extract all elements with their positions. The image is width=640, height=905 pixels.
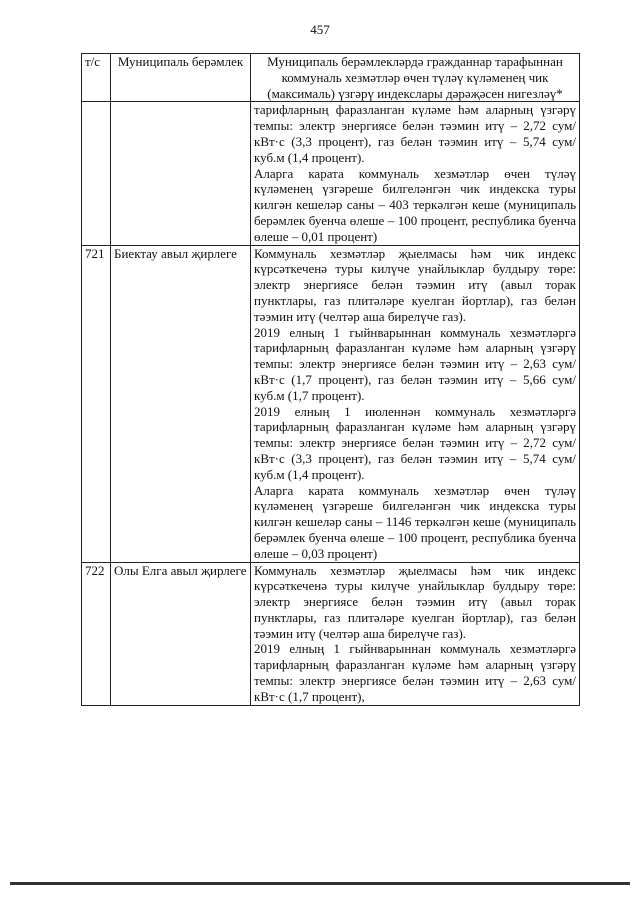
row-number-cell: 721 bbox=[82, 245, 111, 562]
table-row-continuation bbox=[82, 102, 580, 245]
row-municipality-cell: Биектау авыл җирлеге bbox=[111, 245, 251, 562]
paragraph: 2019 елның 1 июленнән коммуналь хезмәтләргә тарифларның фаразланган күләме һәм аларның үзгәрү темпы: электр энергиясе белән тәэмин итү – 2,72 сум/кВт·с (3,3 процент), газ белән тәэмин итү – 5,74 сум/куб.м (1,4 процент). bbox=[254, 403, 576, 482]
row-number-cell: 722 bbox=[82, 562, 111, 705]
header-description: Муниципаль берәмлекләрдә гражданнар тарафыннан коммуналь хезмәтләр өчен түләү күләменең чик (максималь) үзгәрү индекслары дәрәҗәсен нигезләү* bbox=[251, 54, 580, 102]
row-description-cell bbox=[251, 102, 580, 245]
row-municipality-cell: Олы Елга авыл җирлеге bbox=[111, 562, 251, 705]
row-municipality-cell bbox=[111, 102, 251, 245]
paragraph: тарифларның фаразланган күләме һәм аларның үзгәрү темпы: электр энергиясе белән тәэмин итү – 2,72 сум/кВт·с (3,3 процент), газ белән тәэмин итү – 5,74 сум/куб.м (1,4 процент). bbox=[254, 102, 576, 165]
paragraph: 2019 елның 1 гыйнварыннан коммуналь хезмәтләргә тарифларның фаразланган күләме һәм аларның үзгәрү темпы: электр энергиясе белән тәэмин итү – 2,63 сум/кВт·с (1,7 процент), bbox=[254, 641, 576, 704]
table-header-row bbox=[82, 54, 580, 102]
table-row bbox=[82, 245, 580, 562]
paragraph: Аларга карата коммуналь хезмәтләр өчен түләү күләменең үзгәреше билгеләнгән чик индекска туры килгән кешеләр саны – 1146 теркәлгән кеше (муниципаль берәмлек буенча өлеше – 100 процент, республика буенча өлеше – 0,03 процент) bbox=[254, 482, 576, 561]
row-description-cell bbox=[251, 562, 580, 705]
paragraph: 2019 елның 1 гыйнварыннан коммуналь хезмәтләргә тарифларның фаразланган күләме һәм аларның үзгәрү темпы: электр энергиясе белән тәэмин итү – 2,63 сум/кВт·с (1,7 процент), газ белән тәэмин итү – 5,66 сум/куб.м (1,7 процент). bbox=[254, 324, 576, 403]
bottom-scan-border bbox=[10, 882, 630, 885]
header-municipality: Муниципаль берәмлек bbox=[111, 54, 251, 102]
table-row bbox=[82, 562, 580, 705]
paragraph: Коммуналь хезмәтләр җыелмасы һәм чик индекс күрсәткеченә туры килүче унайлыклар булдыру төре: электр энергиясе белән тәэмин итү (авыл торак пунктлары, газ плитәләре куелган йортлар), газ белән тәэмин итү (челтәр аша бирелүче газ). bbox=[254, 562, 576, 641]
row-description-cell bbox=[251, 245, 580, 562]
paragraph: Аларга карата коммуналь хезмәтләр өчен түләү күләменең үзгәреше билгеләнгән чик индекска туры килгән кешеләр саны – 403 теркәлгән кеше (муниципаль берәмлек буенча өлеше – 100 процент, республика буенча өлеше – 0,01 процент) bbox=[254, 165, 576, 244]
tariff-index-table bbox=[81, 53, 580, 706]
row-number-cell bbox=[82, 102, 111, 245]
page-number: 457 bbox=[310, 22, 330, 37]
header-number: т/с bbox=[82, 54, 111, 102]
paragraph: Коммуналь хезмәтләр җыелмасы һәм чик индекс күрсәткеченә туры килүче унайлыклар булдыру төре: электр энергиясе белән тәэмин итү (авыл торак пунктлары, газ плитәләре куелган йортлар), газ белән тәэмин итү (челтәр аша бирелүче газ). bbox=[254, 245, 576, 324]
